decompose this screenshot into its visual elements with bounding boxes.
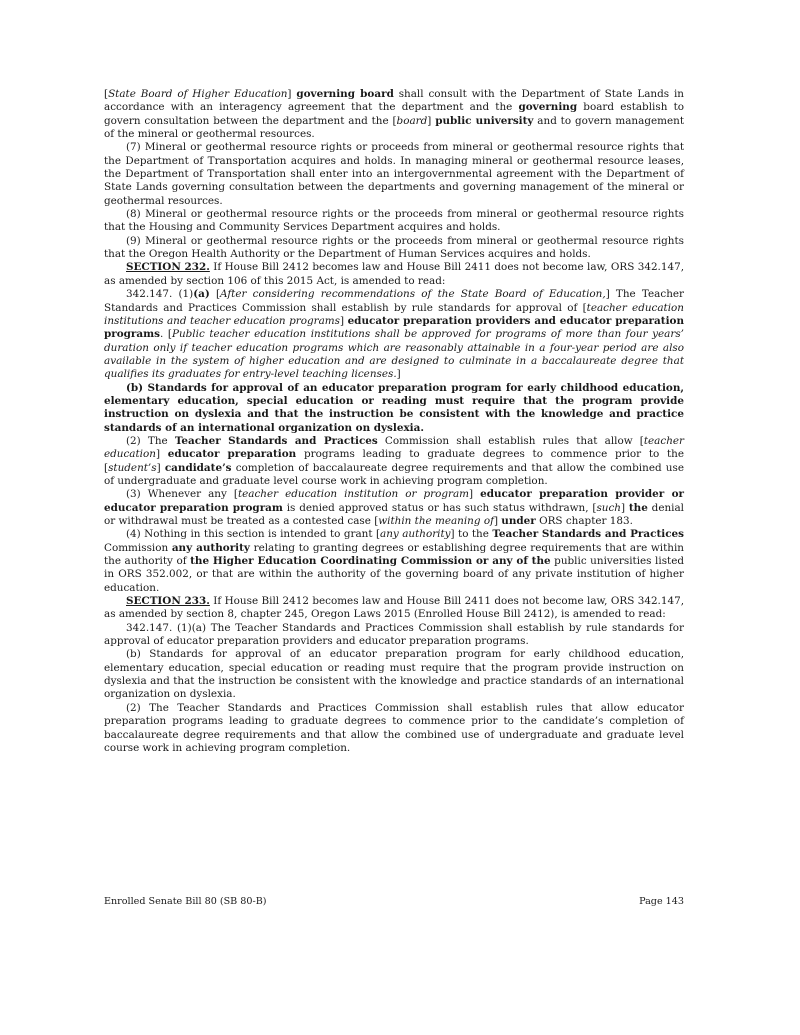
footer-bill-name: Enrolled Senate Bill 80 (SB 80-B) [104,896,267,907]
paragraph-governing-board: [State Board of Higher Education] governing board shall consult with the Department of State Lands in accordance with an interagency agreement that the department and the governing board establish to govern consultation between the department and the [board] public university and to govern management of the mineral or geothermal resources. [104,88,684,141]
footer-page-number: Page 143 [639,896,684,907]
paragraph-342-147-1a: 342.147. (1)(a) [After considering recommendations of the State Board of Education,] The Teacher Standards and Practices Commission shall establish by rule standards for approval of [teacher education institutions and teacher education programs] educator preparation providers and educator preparation programs. [Public teacher education institutions shall be approved for programs of more than four years’ duration only if teacher education programs which are reasonably attainable in a four-year period are also available in the system of higher education and are designed to culminate in a baccalaureate degree that qualifies its graduates for entry-level teaching licenses.] [104,288,685,381]
section-233-label: SECTION 233. [126,595,210,608]
paragraph-3-amended: (3) Whenever any [teacher education institution or program] educator preparation provider or educator preparation program is denied approved status or has such status withdrawn, [such] the denial or withdrawal must be treated as a contested case [within the meaning of] under ORS chapter 183. [104,488,685,527]
paragraph-233-1a: 342.147. (1)(a) The Teacher Standards and Practices Commission shall establish by rule standards for approval of educator preparation providers and educator preparation programs. [104,621,684,648]
paragraph-1b-dyslexia-bold: (b) Standards for approval of an educator preparation program for early childhood education, elementary education, special education or reading must require that the program provide instruction on dyslexia and that the instruction be consistent with the knowledge and practice standards of an international organization on dyslexia. [104,381,684,434]
page-footer [104,896,684,907]
section-233-heading: SECTION 233. If House Bill 2412 becomes law and House Bill 2411 does not become law, ORS 342.147, as amended by section 8, chapter 245, Oregon Laws 2015 (Enrolled House Bill 2412), is amended to read: [104,595,684,621]
section-232-heading: SECTION 232. If House Bill 2412 becomes law and House Bill 2411 does not become law, ORS 342.147, as amended by section 106 of this 2015 Act, is amended to read: [104,261,684,287]
paragraph-8: (8) Mineral or geothermal resource rights or the proceeds from mineral or geothermal resource rights that the Housing and Community Services Department acquires and holds. [104,208,684,234]
paragraph-4-amended: (4) Nothing in this section is intended to grant [any authority] to the Teacher Standards and Practices Commission any authority relating to granting degrees or establishing degree requirements that are within the authority of the Higher Education Coordinating Commission or any of the public universities listed in ORS 352.002, or that are within the authority of the governing board of any private institution of higher education. [104,528,685,594]
paragraph-2-amended: (2) The Teacher Standards and Practices Commission shall establish rules that allow [teacher education] educator preparation programs leading to graduate degrees to commence prior to the [student’s] candidate’s completion of baccalaureate degree requirements and that allow the combined use of undergraduate and graduate level course work in achieving program completion. [104,434,685,487]
paragraph-7: (7) Mineral or geothermal resource rights or proceeds from mineral or geothermal resource rights that the Department of Transportation acquires and holds. In managing mineral or geothermal resource leases, the Department of Transportation shall enter into an intergovernmental agreement with the Department of State Lands governing consultation between the departments and governing management of the mineral or geothermal resources. [104,141,684,207]
document-body [104,88,684,755]
paragraph-9: (9) Mineral or geothermal resource rights or the proceeds from mineral or geothermal resource rights that the Oregon Health Authority or the Department of Human Services acquires and holds. [104,234,684,261]
section-232-label: SECTION 232. [126,261,210,274]
paragraph-233-2: (2) The Teacher Standards and Practices Commission shall establish rules that allow educator preparation programs leading to graduate degrees to commence prior to the candidate’s completion of baccalaureate degree requirements and that allow the combined use of undergraduate and graduate level course work in achieving program completion. [104,701,684,754]
paragraph-233-1b: (b) Standards for approval of an educator preparation program for early childhood education, elementary education, special education or reading must require that the program provide instruction on dyslexia and that the instruction be consistent with the knowledge and practice standards of an international organization on dyslexia. [104,648,684,701]
